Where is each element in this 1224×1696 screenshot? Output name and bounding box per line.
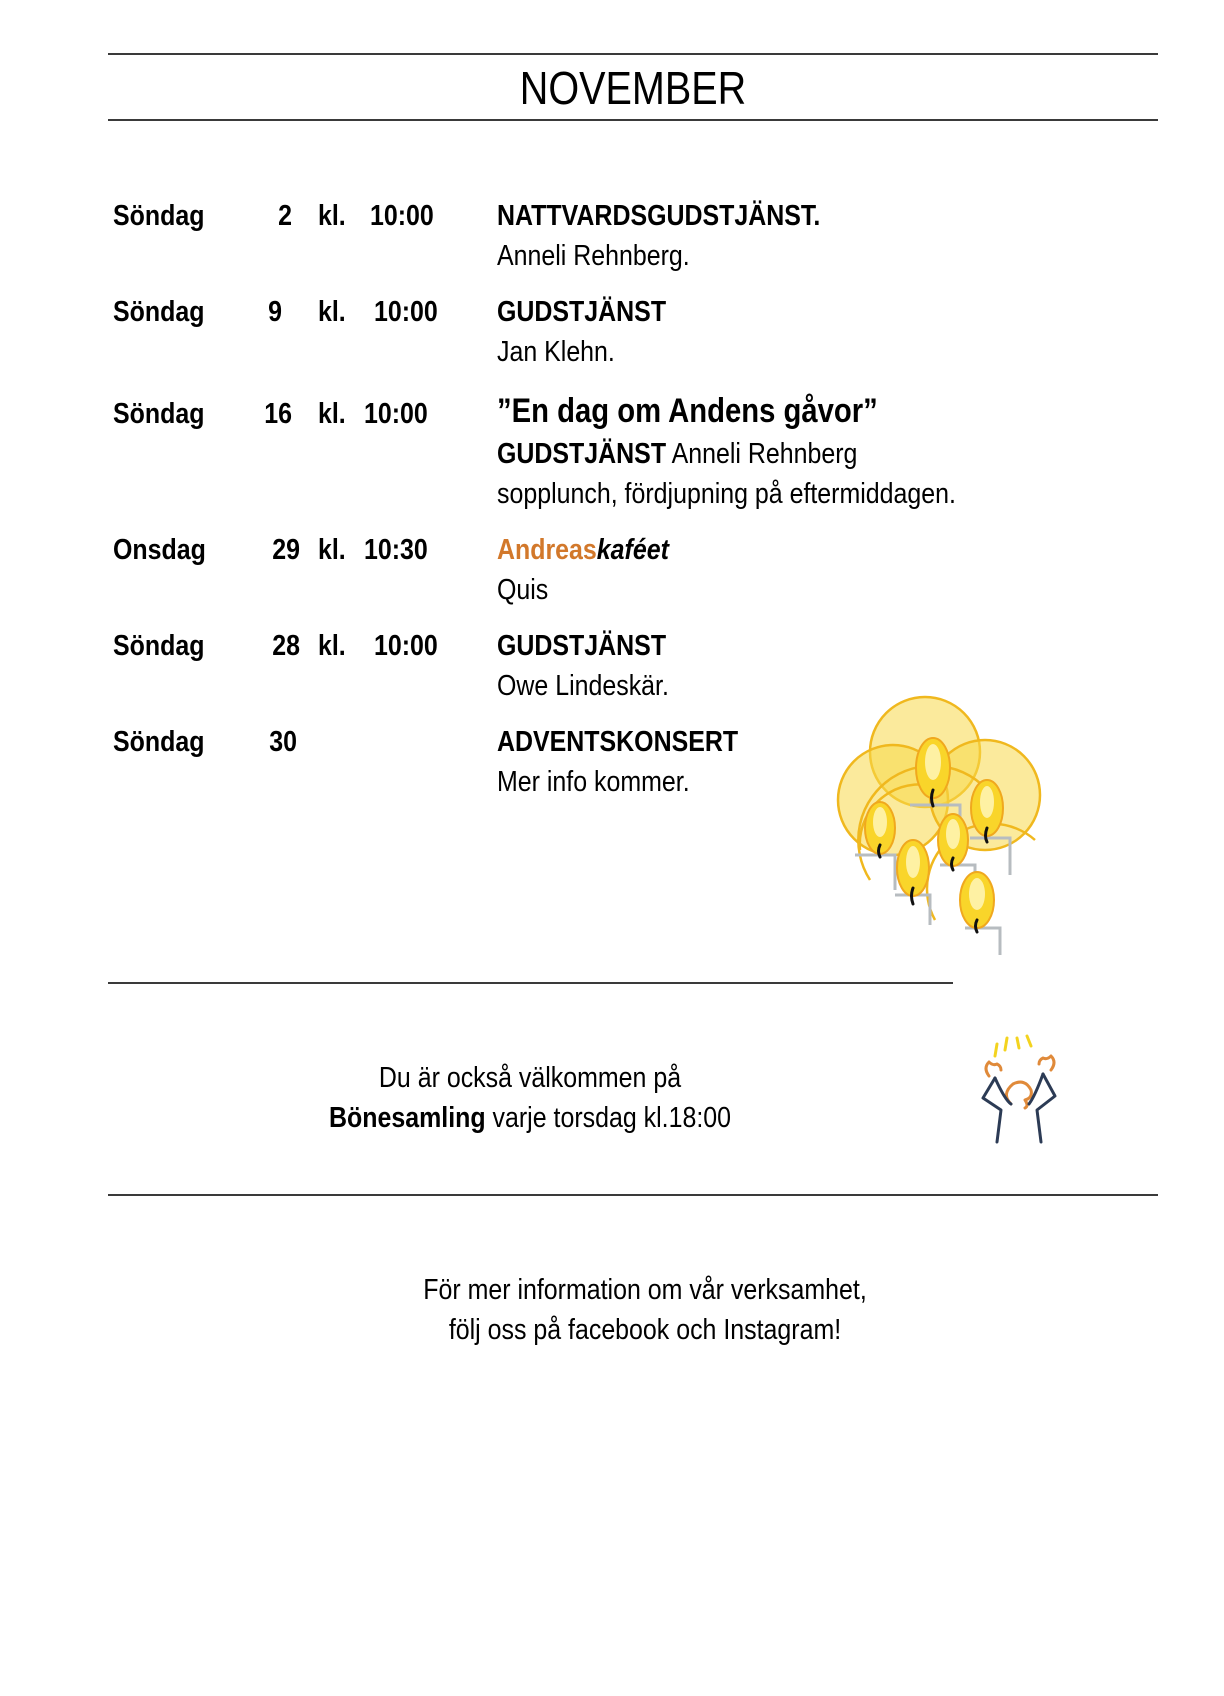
event-time: 10:30	[364, 534, 428, 566]
event-time: 10:00	[364, 398, 428, 430]
event-day: Onsdag	[113, 534, 206, 566]
section-rule	[108, 982, 953, 984]
event-detail: sopplunch, fördjupning på eftermiddagen.	[497, 478, 956, 510]
footer-line-1: För mer information om vår verksamhet,	[423, 1274, 867, 1306]
event-title: ADVENTSKONSERT	[497, 726, 739, 758]
event-date: 29	[272, 534, 300, 566]
event-detail: Jan Klehn.	[497, 336, 615, 368]
event-date: 9	[268, 296, 282, 328]
event-subtitle-bold: GUDSTJÄNST	[497, 438, 667, 470]
top-rule	[108, 53, 1158, 55]
event-day: Söndag	[113, 630, 205, 662]
event-title: GUDSTJÄNST	[497, 296, 667, 328]
footer-line-2: följ oss på facebook och Instagram!	[448, 1314, 842, 1346]
event-day: Söndag	[113, 200, 205, 232]
event-kl: kl.	[318, 534, 346, 566]
event-subtitle-rest: Anneli Rehnberg	[666, 438, 858, 470]
event-detail: Quis	[497, 574, 549, 606]
event-detail: Mer info kommer.	[497, 766, 690, 798]
event-date: 16	[264, 398, 292, 430]
event-title: NATTVARDSGUDSTJÄNST.	[497, 200, 821, 232]
event-detail: Owe Lindeskär.	[497, 670, 669, 702]
event-time: 10:00	[374, 630, 438, 662]
event-title: GUDSTJÄNST	[497, 630, 667, 662]
event-day: Söndag	[113, 726, 205, 758]
event-date: 2	[278, 200, 292, 232]
event-title-brand: Andreas	[497, 534, 597, 566]
prayer-line-2	[272, 1098, 788, 1138]
event-title-suffix: kaféet	[596, 534, 669, 566]
event-subtitle	[497, 434, 857, 474]
footer-rule	[108, 1194, 1158, 1196]
title-rule	[108, 119, 1158, 121]
prayer-meeting-name: Bönesamling	[329, 1102, 486, 1134]
event-kl: kl.	[318, 630, 346, 662]
event-time: 10:00	[374, 296, 438, 328]
prayer-meeting-time: varje torsdag kl.18:00	[485, 1102, 731, 1134]
praying-person-icon	[975, 1030, 1065, 1145]
event-kl: kl.	[318, 398, 346, 430]
event-date: 30	[269, 726, 297, 758]
event-kl: kl.	[318, 296, 346, 328]
candles-icon	[835, 690, 1060, 955]
event-detail: Anneli Rehnberg.	[497, 240, 690, 272]
event-date: 28	[272, 630, 300, 662]
event-day: Söndag	[113, 296, 205, 328]
page-title: NOVEMBER	[519, 62, 747, 114]
event-time: 10:00	[370, 200, 434, 232]
event-title: ”En dag om Andens gåvor”	[497, 392, 878, 430]
prayer-line-1: Du är också välkommen på	[378, 1062, 682, 1094]
event-kl: kl.	[318, 200, 346, 232]
event-day: Söndag	[113, 398, 205, 430]
event-title	[497, 530, 669, 570]
